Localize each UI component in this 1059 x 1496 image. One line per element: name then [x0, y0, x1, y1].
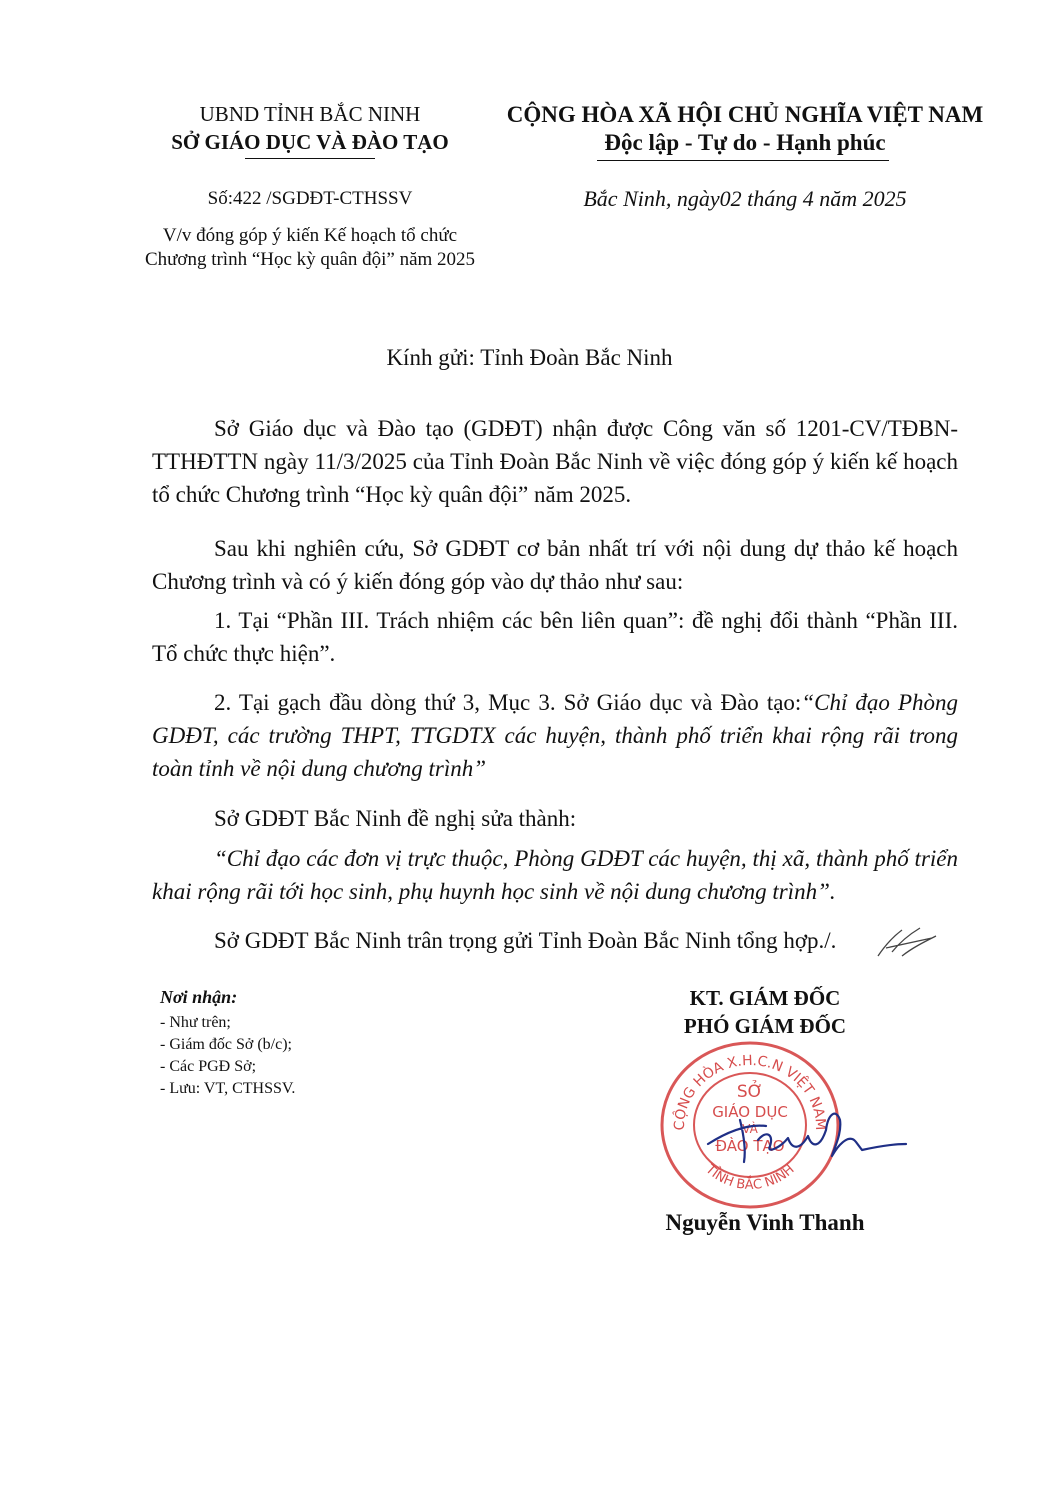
paragraph-2: Sau khi nghiên cứu, Sở GDĐT cơ bản nhất trí với nội dung dự thảo kế hoạch Chương trình và có ý kiến đóng góp vào dự thảo như sau: — [152, 536, 958, 594]
seal-center-line-1: SỞ — [736, 1082, 764, 1102]
recipient-item: - Lưu: VT, CTHSSV. — [160, 1080, 296, 1097]
recipient-item: - Các PGĐ Sở; — [160, 1058, 257, 1075]
paragraph-4-lead: 2. Tại gạch đầu dòng thứ 3, Mục 3. Sở Giáo dục và Đào tạo: — [214, 690, 802, 715]
issuing-department: SỞ GIÁO DỤC VÀ ĐÀO TẠO — [171, 130, 449, 154]
header-left-rule — [245, 158, 375, 159]
national-motto: Độc lập - Tự do - Hạnh phúc — [604, 130, 886, 155]
seal-center-line-3: VÀ — [742, 1122, 758, 1136]
issuing-authority: UBND TỈNH BẮC NINH — [199, 102, 421, 126]
paragraph-6-proposal: “Chỉ đạo các đơn vị trực thuộc, Phòng GDĐT các huyện, thị xã, thành phố triển khai rộng rãi tới học sinh, phụ huynh học sinh về nội dung chương trình”. — [152, 846, 958, 904]
subject-line-2: Chương trình “Học kỳ quân đội” năm 2025 — [144, 249, 476, 270]
paragraph-4 — [152, 686, 958, 785]
signer-name: Nguyễn Vinh Thanh — [665, 1210, 865, 1235]
recipients-title: Nơi nhận: — [160, 987, 238, 1007]
paragraph-7-closing: Sở GDĐT Bắc Ninh trân trọng gửi Tỉnh Đoàn Bắc Ninh tổng hợp./. — [214, 928, 837, 953]
initials-signature-icon — [872, 922, 942, 962]
recipient-item: - Giám đốc Sở (b/c); — [160, 1036, 292, 1053]
seal-center-line-4: ĐÀO TẠO — [715, 1137, 785, 1155]
seal-center-line-2: GIÁO DỤC — [712, 1103, 788, 1121]
document-number: Số:422 /SGDĐT-CTHSSV — [207, 188, 413, 209]
paragraph-1: Sở Giáo dục và Đào tạo (GDĐT) nhận được Công văn số 1201-CV/TĐBN-TTHĐTTN ngày 11/3/2025 của Tỉnh Đoàn Bắc Ninh về việc đóng góp ý kiến kế hoạch tổ chức Chương trình “Học kỳ quân đội” năm 2025. — [152, 416, 958, 507]
paragraph-4-quote: “Chỉ đạo Phòng GDĐT, các trường THPT, TTGDTX các huyện, thành phố triển khai rộng rãi trong toàn tỉnh về nội dung chương trình” — [152, 690, 958, 781]
seal-bottom-text: TỈNH BẮC NINH — [702, 1162, 798, 1193]
paragraph-3: 1. Tại “Phần III. Trách nhiệm các bên liên quan”: đề nghị đổi thành “Phần III. Tổ chức thực hiện”. — [152, 608, 958, 666]
addressee: Kính gửi: Tỉnh Đoàn Bắc Ninh — [386, 345, 673, 370]
national-title: CỘNG HÒA XÃ HỘI CHỦ NGHĨA VIỆT NAM — [506, 102, 984, 127]
document-date: Bắc Ninh, ngày02 tháng 4 năm 2025 — [583, 186, 907, 211]
handwritten-signature-icon — [700, 1090, 910, 1170]
header-right-rule — [597, 160, 889, 161]
subject-line-1: V/v đóng góp ý kiến Kế hoạch tổ chức — [162, 225, 458, 246]
recipient-item: - Như trên; — [160, 1014, 231, 1031]
signature-authority: KT. GIÁM ĐỐC — [689, 986, 841, 1010]
signature-title: PHÓ GIÁM ĐỐC — [683, 1014, 847, 1038]
paragraph-5: Sở GDĐT Bắc Ninh đề nghị sửa thành: — [214, 806, 577, 831]
seal-ring-text: CỘNG HÒA X.H.C.N VIỆT NAM — [671, 1052, 829, 1131]
